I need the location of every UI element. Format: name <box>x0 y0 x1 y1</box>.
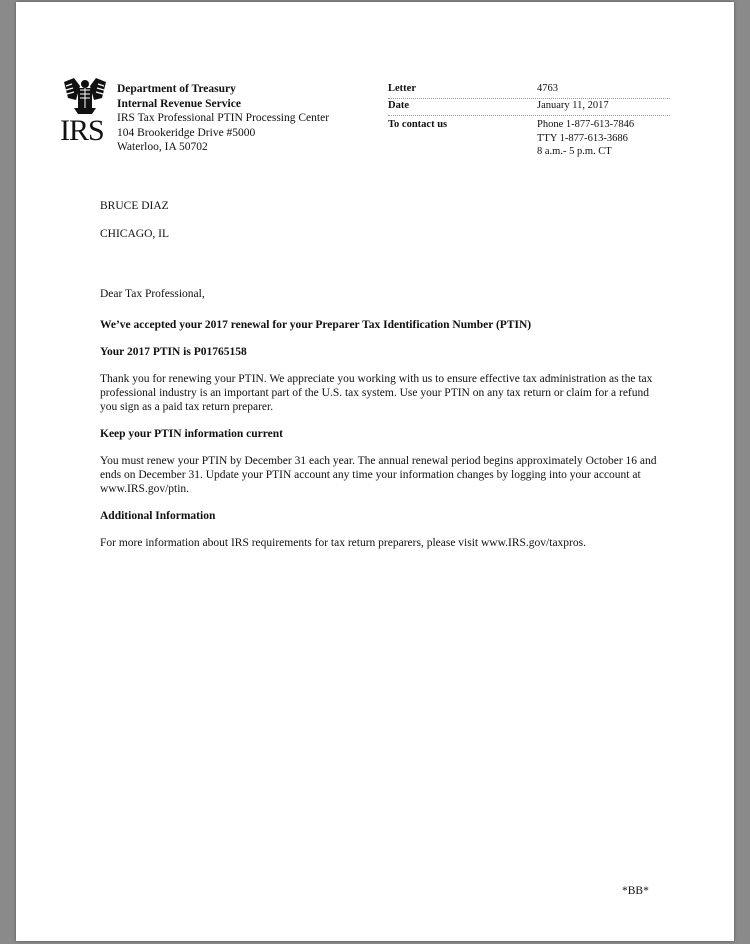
info-row-contact <box>388 116 670 160</box>
sender-service: Internal Revenue Service <box>117 97 241 110</box>
letter-value: 4763 <box>537 83 558 94</box>
footer-code: *BB* <box>622 885 649 897</box>
sender-address <box>117 82 329 155</box>
paragraph-renewal-thanks: Thank you for renewing your PTIN. We appreciate you working with us to ensure effective tax administration as the tax professional industry is an important part of the U.S. tax system. Use your PTIN on any tax return or claim for a refund you sign as a paid tax return preparer. <box>100 373 653 413</box>
contact-phone: Phone 1-877-613-7846 <box>537 119 635 130</box>
heading-keep-current: Keep your PTIN information current <box>100 428 283 440</box>
recipient-city: CHICAGO, IL <box>100 228 169 240</box>
sender-department: Department of Treasury <box>117 83 236 95</box>
headline: We’ve accepted your 2017 renewal for your Preparer Tax Identification Number (PTIN) <box>100 319 532 331</box>
paragraph-more-info: For more information about IRS requirements for tax return preparers, please visit www.IRS.gov/taxpros. <box>100 537 586 549</box>
heading-additional-info: Additional Information <box>100 510 216 522</box>
sender-center: IRS Tax Professional PTIN Processing Center <box>117 112 330 124</box>
ptin-line: Your 2017 PTIN is P01765158 <box>100 346 247 358</box>
irs-logo-text: IRS <box>60 114 104 147</box>
recipient-address <box>100 199 169 241</box>
letter-label: Letter <box>388 83 416 94</box>
sender-street: 104 Brookeridge Drive #5000 <box>117 126 256 139</box>
irs-logo <box>60 76 112 147</box>
irs-eagle-icon <box>60 76 110 116</box>
info-row-date <box>388 99 670 116</box>
sender-city: Waterloo, IA 50702 <box>117 141 208 153</box>
letter-info-table <box>388 82 670 160</box>
greeting: Dear Tax Professional, <box>100 288 205 300</box>
contact-values <box>537 118 634 159</box>
date-label: Date <box>388 100 409 111</box>
contact-hours: 8 a.m.- 5 p.m. CT <box>537 146 612 157</box>
letter-body <box>100 287 660 563</box>
contact-label: To contact us <box>388 119 448 130</box>
contact-tty: TTY 1-877-613-3686 <box>537 132 628 144</box>
paragraph-renew-deadline: You must renew your PTIN by December 31 each year. The annual renewal period begins approximately October 16 and ends on December 31. Update your PTIN account any time your information changes by logging into your account at www.IRS.gov/ptin. <box>100 455 657 495</box>
letter-page <box>16 2 734 941</box>
recipient-name: BRUCE DIAZ <box>100 200 169 212</box>
date-value: January 11, 2017 <box>537 100 609 111</box>
info-row-letter <box>388 82 670 99</box>
